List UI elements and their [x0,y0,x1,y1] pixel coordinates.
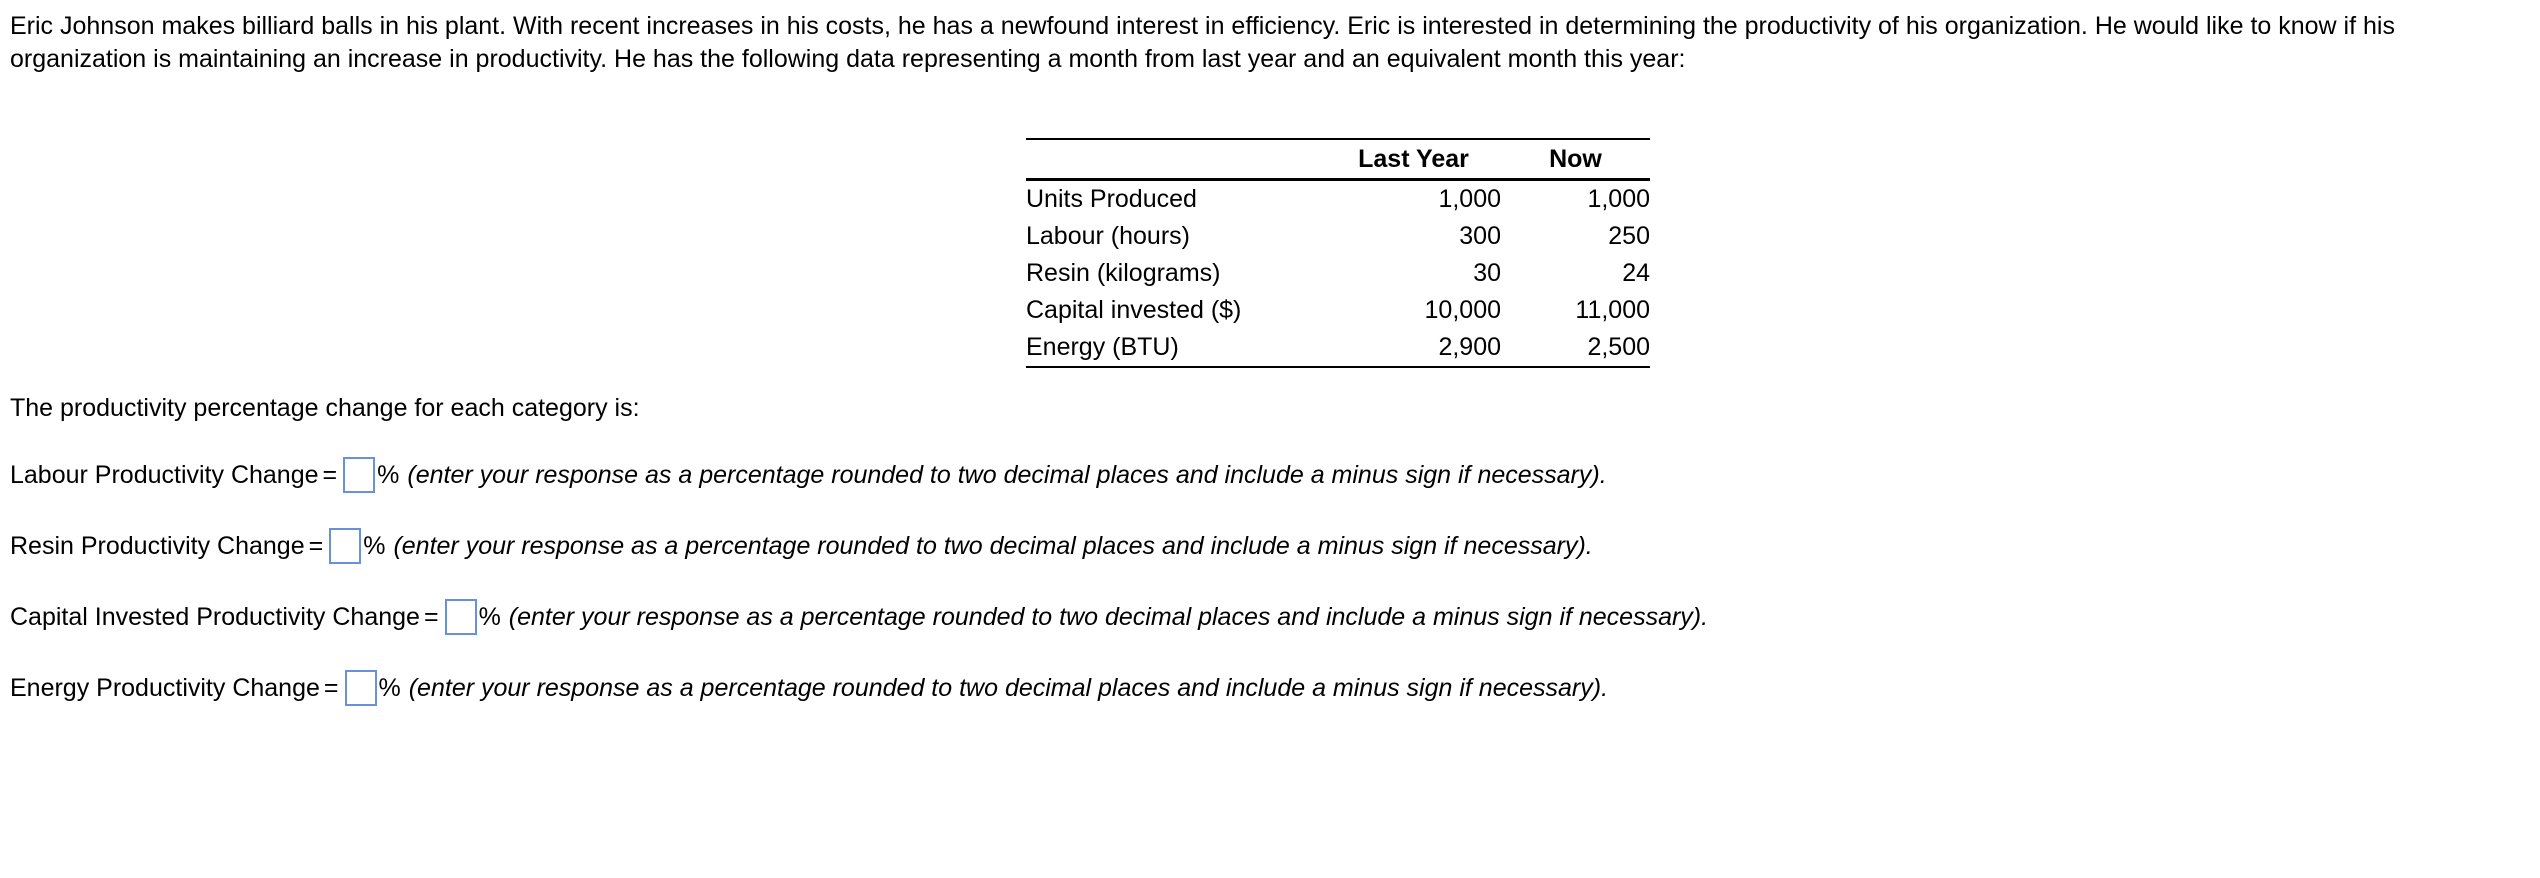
resin-question-row [10,526,1593,566]
percent-sign: % [363,532,386,560]
question-prompt: The productivity percentage change for each category is: [10,394,640,422]
labour-question-row [10,455,1607,495]
row-now: 250 [1608,222,1650,250]
percent-sign: % [478,603,501,631]
row-last-year: 1,000 [1438,185,1501,213]
table-header-row [1026,139,1650,180]
labour-question-label: Labour Productivity Change [10,461,319,489]
row-now: 1,000 [1587,185,1650,213]
table-row [1026,292,1650,329]
table-row [1026,329,1650,367]
energy-question-row [10,668,1608,708]
answer-instructions: (enter your response as a percentage rounded to two decimal places and include a minus sign if necessary). [408,674,1609,702]
answer-instructions: (enter your response as a percentage rounded to two decimal places and include a minus sign if necessary). [508,603,1709,631]
row-label: Units Produced [1026,185,1197,213]
capital-productivity-input[interactable] [445,599,477,635]
row-label: Energy (BTU) [1026,333,1179,361]
header-blank [1026,139,1326,180]
equals-sign: = [322,461,338,489]
table-row [1026,218,1650,255]
equals-sign: = [323,674,339,702]
energy-question-label: Energy Productivity Change [10,674,320,702]
row-last-year: 300 [1459,222,1501,250]
header-now: Now [1549,144,1602,173]
row-label: Labour (hours) [1026,222,1190,250]
table-row [1026,180,1650,219]
equals-sign: = [308,532,324,560]
row-label: Capital invested ($) [1026,296,1242,324]
header-last-year: Last Year [1358,144,1469,173]
row-label: Resin (kilograms) [1026,259,1221,287]
row-last-year: 10,000 [1424,296,1501,324]
energy-productivity-input[interactable] [345,670,377,706]
production-data-table [1026,138,1650,368]
row-now: 2,500 [1587,333,1650,361]
labour-productivity-input[interactable] [343,457,375,493]
row-last-year: 2,900 [1438,333,1501,361]
row-last-year: 30 [1473,259,1501,287]
capital-question-label: Capital Invested Productivity Change [10,603,420,631]
resin-question-label: Resin Productivity Change [10,532,305,560]
row-now: 24 [1622,259,1650,287]
answer-instructions: (enter your response as a percentage rounded to two decimal places and include a minus sign if necessary). [393,532,1593,560]
percent-sign: % [378,674,401,702]
row-now: 11,000 [1575,296,1650,324]
capital-question-row [10,597,1708,637]
answer-instructions: (enter your response as a percentage rounded to two decimal places and include a minus sign if necessary). [407,461,1607,489]
table-row [1026,255,1650,292]
percent-sign: % [377,461,400,489]
resin-productivity-input[interactable] [329,528,361,564]
equals-sign: = [423,603,439,631]
problem-statement: Eric Johnson makes billiard balls in his plant. With recent increases in his costs, he has a newfound interest in efficiency. Eric is interested in determining the productivity of his organization. He would like to know if his organization is maintaining an increase in productivity. He has the following data representing a month from last year and an equivalent month this year: [10,12,2395,73]
